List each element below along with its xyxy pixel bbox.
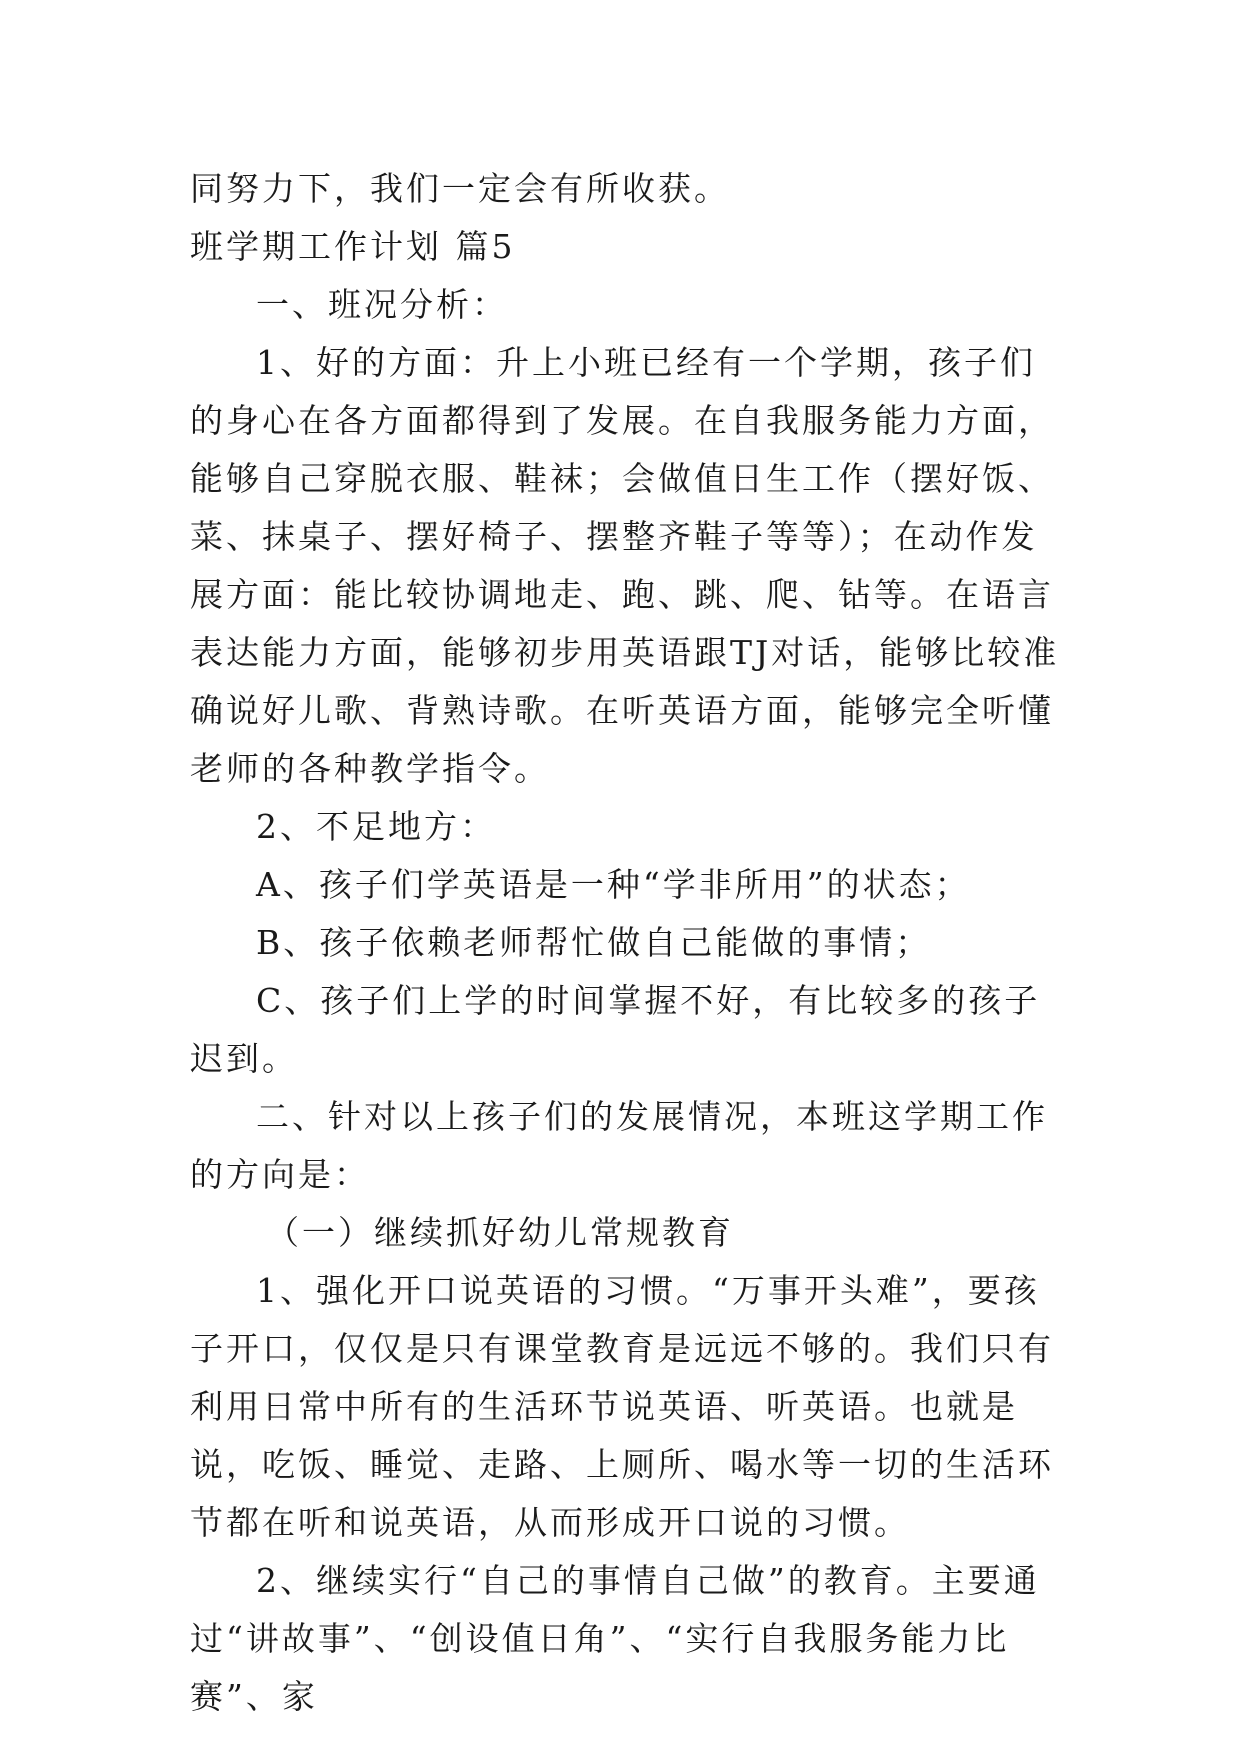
- section-heading: 班学期工作计划 篇5: [190, 227, 516, 266]
- paragraph-strengths: 1、好的方面：升上小班已经有一个学期，孩子们的身心在各方面都得到了发展。在自我服务能力方面，能够自己穿脱衣服、鞋袜；会做值日生工作（摆好饭、菜、抹桌子、摆好椅子、摆整齐鞋子等等）；在动作发展方面：能比较协调地走、跑、跳、爬、钻等。在语言表达能力方面，能够初步用英语跟TJ对话，能够比较准确说好儿歌、背熟诗歌。在听英语方面，能够完全听懂老师的各种教学指令。: [190, 343, 1060, 788]
- paragraph-speaking-habit: 1、强化开口说英语的习惯。“万事开头难”，要孩子开口，仅仅是只有课堂教育是远远不够的。我们只有利用日常中所有的生活环节说英语、听英语。也就是说，吃饭、睡觉、走路、上厕所、喝水等一切的生活环节都在听和说英语，从而形成开口说的习惯。: [190, 1271, 1054, 1542]
- paragraph-self-service: 2、继续实行“自己的事情自己做”的教育。主要通过“讲故事”、“创设值日角”、“实行自我服务能力比赛”、家: [190, 1561, 1040, 1716]
- paragraph-continuation: 同努力下，我们一定会有所收获。: [190, 169, 730, 208]
- subheading-routine-education: （一）继续抓好幼儿常规教育: [266, 1213, 734, 1252]
- weakness-item-c: C、孩子们上学的时间掌握不好，有比较多的孩子迟到。: [190, 981, 1041, 1078]
- document-body: [190, 160, 1070, 1726]
- subheading-direction: 二、针对以上孩子们的发展情况，本班这学期工作的方向是：: [190, 1097, 1048, 1194]
- subheading-class-analysis: 一、班况分析：: [256, 285, 508, 324]
- subheading-weaknesses: 2、不足地方：: [256, 807, 496, 846]
- weakness-item-b: B、孩子依赖老师帮忙做自己能做的事情；: [256, 923, 932, 962]
- weakness-item-a: A、孩子们学英语是一种“学非所用”的状态；: [256, 865, 971, 904]
